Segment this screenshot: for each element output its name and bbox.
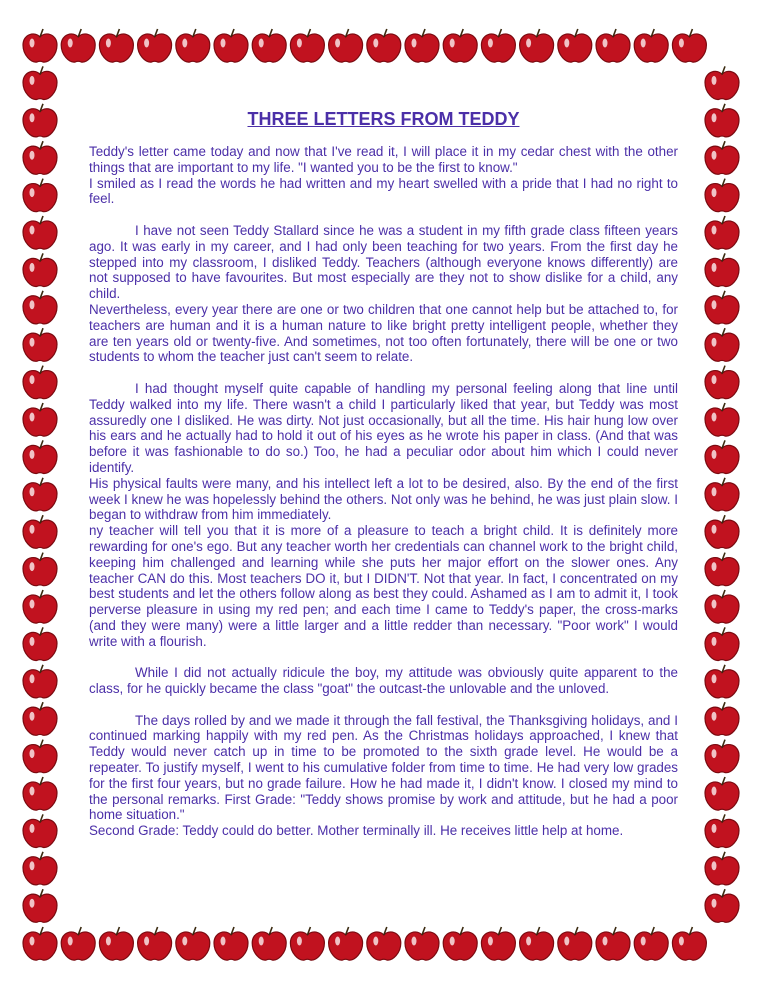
apple-icon: [705, 179, 739, 212]
apple-icon: [705, 253, 739, 286]
apple-icon: [61, 927, 95, 960]
apple-icon: [705, 777, 739, 810]
apple-icon: [214, 29, 248, 62]
apple-icon: [705, 141, 739, 174]
document-title: THREE LETTERS FROM TEDDY: [247, 109, 520, 129]
apple-icon: [443, 29, 477, 62]
paragraph-gap: [89, 365, 678, 381]
paragraph: Teddy's letter came today and now that I've read it, I will place it in my cedar chest with the other things that are important to my life. "I wanted you to be the first to know.": [89, 144, 678, 175]
apple-icon: [672, 29, 706, 62]
apple-icon: [558, 29, 592, 62]
apple-icon: [252, 927, 286, 960]
apple-icon: [23, 889, 57, 922]
paragraph: Second Grade: Teddy could do better. Mother terminally ill. He receives little help at home.: [89, 823, 624, 839]
apple-icon: [290, 29, 324, 62]
apple-icon: [61, 29, 95, 62]
apple-icon: [634, 29, 668, 62]
apple-icon: [329, 927, 363, 960]
apple-icon: [705, 366, 739, 399]
document-body: [89, 144, 678, 839]
paragraph: ny teacher will tell you that it is more of a pleasure to teach a bright child. It is definitely more rewarding for one's ego. But any teacher worth her credentials can channel work to the bright child, keeping him challenged and learning while she puts her major effort on the slower ones. Any teacher CAN do this. Most teachers DO it, but I DIDN'T. Not that year. In fact, I concentrated on my best students and let the others follow along as best they could. Ashamed as I am to admit it, I took perverse pleasure in using my red pen; and each time I came to Teddy's paper, the cross-marks (and they were many) were a little larger and a little redder than necessary. "Poor work" I would write with a flourish.: [89, 523, 678, 649]
apple-icon: [405, 927, 439, 960]
apple-icon: [176, 927, 210, 960]
apple-icon: [705, 740, 739, 773]
paragraph: I smiled as I read the words he had written and my heart swelled with a pride that I had no right to feel.: [89, 175, 678, 207]
apple-icon: [23, 852, 57, 885]
apple-icon: [443, 927, 477, 960]
apple-icon: [705, 814, 739, 847]
apple-icon: [23, 553, 57, 586]
apple-icon: [634, 927, 668, 960]
paragraph: I have not seen Teddy Stallard since he was a student in my fifth grade class fifteen years ago. It was early in my career, and I had only been teaching for two years. From the first day he stepped into my classroom, I disliked Teddy. Teachers (although everyone knows differently) are not supposed to have favourites. But most especially are they not to show dislike for a child, any child.: [89, 222, 678, 302]
paragraph-gap: [89, 650, 678, 666]
apple-icon: [23, 141, 57, 174]
apple-icon: [23, 253, 57, 286]
apple-icon: [23, 740, 57, 773]
apple-icon: [23, 179, 57, 212]
apple-icon: [23, 665, 57, 698]
apple-icon: [705, 852, 739, 885]
apple-icon: [596, 29, 630, 62]
apple-icon: [23, 927, 57, 960]
apple-icon: [367, 29, 401, 62]
apple-icon: [23, 216, 57, 249]
apple-icon: [705, 627, 739, 660]
apple-icon: [481, 927, 515, 960]
paragraph: I had thought myself quite capable of handling my personal feeling along that line until Teddy walked into my life. There wasn't a child I particularly liked that year, but Teddy was most assuredly one I disliked. He was dirty. Not just occasionally, but all the time. His hair hung low over his ears and he actually had to hold it out of his eyes as he wrote his paper in class. (And that was before it was fashionable to do so.) Too, he had a peculiar odor about him which I could never identify.: [89, 380, 678, 475]
apple-icon: [705, 440, 739, 473]
paragraph: Nevertheless, every year there are one or two children that one cannot help but be attached to, for teachers are human and it is a human nature to like bright pretty intelligent people, whether they are ten years old or twenty-five. And sometimes, not too often fortunately, there will be one or two students to whom the teacher just can't seem to relate.: [89, 301, 678, 365]
paragraph-gap: [89, 207, 678, 223]
apple-icon: [290, 927, 324, 960]
apple-icon: [705, 291, 739, 324]
apple-icon: [23, 66, 57, 99]
apple-icon: [705, 403, 739, 436]
apple-icon: [705, 665, 739, 698]
apple-icon: [596, 927, 630, 960]
apple-icon: [252, 29, 286, 62]
apple-icon: [138, 29, 172, 62]
apple-icon: [367, 927, 401, 960]
apple-icon: [705, 515, 739, 548]
apple-icon: [23, 291, 57, 324]
apple-icon: [99, 29, 133, 62]
apple-icon: [23, 627, 57, 660]
apple-icon: [705, 553, 739, 586]
apple-icon: [520, 29, 554, 62]
apple-icon: [23, 403, 57, 436]
paragraph: The days rolled by and we made it through the fall festival, the Thanksgiving holidays, and I continued marking happily with my red pen. As the Christmas holidays approached, I knew that Teddy would never catch up in time to be promoted to the sixth grade level. He would be a repeater. To justify myself, I went to his cumulative folder from time to time. He had very low grades for the first four years, but no grade failure. How he had made it, I didn't know. I closed my mind to the personal remarks. First Grade: "Teddy shows promise by work and attitude, but he had a poor home situation.": [89, 712, 678, 823]
apple-icon: [705, 216, 739, 249]
apple-icon: [23, 29, 57, 62]
apple-icon: [705, 104, 739, 137]
paragraph: His physical faults were many, and his intellect left a lot to be desired, also. By the end of the first week I knew he was hopelessly behind the others. Not only was he behind, he was just plain slow. I began to withdraw from him immediately.: [89, 475, 678, 523]
paragraph: While I did not actually ridicule the boy, my attitude was obviously quite apparent to the class, for he quickly became the class "goat" the outcast-the unlovable and the unloved.: [89, 665, 678, 697]
apple-icon: [23, 814, 57, 847]
apple-icon: [705, 702, 739, 735]
apple-icon: [705, 478, 739, 511]
apple-icon: [705, 66, 739, 99]
apple-icon: [329, 29, 363, 62]
apple-icon: [705, 328, 739, 361]
apple-icon: [23, 440, 57, 473]
apple-icon: [705, 590, 739, 623]
apple-icon: [23, 366, 57, 399]
apple-icon: [214, 927, 248, 960]
apple-icon: [23, 328, 57, 361]
apple-icon: [705, 889, 739, 922]
apple-icon: [481, 29, 515, 62]
apple-icon: [23, 590, 57, 623]
apple-icon: [405, 29, 439, 62]
apple-icon: [520, 927, 554, 960]
apple-icon: [672, 927, 706, 960]
apple-icon: [23, 777, 57, 810]
apple-icon: [23, 478, 57, 511]
apple-icon: [138, 927, 172, 960]
apple-icon: [23, 515, 57, 548]
apple-icon: [99, 927, 133, 960]
paragraph-gap: [89, 697, 678, 713]
apple-icon: [176, 29, 210, 62]
letter-document: [89, 108, 678, 839]
apple-icon: [23, 702, 57, 735]
apple-icon: [23, 104, 57, 137]
apple-icon: [558, 927, 592, 960]
